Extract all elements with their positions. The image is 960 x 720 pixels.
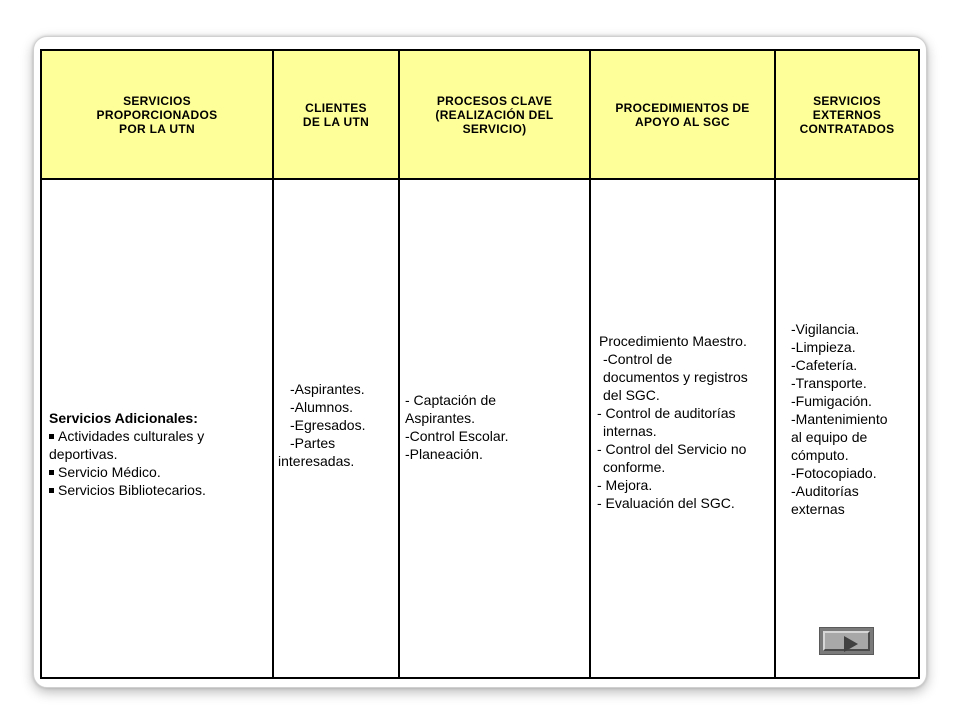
bullet-icon	[49, 470, 54, 475]
list-item: del SGC.	[603, 387, 660, 403]
list-item: -Planeación.	[405, 446, 483, 462]
list-item: cómputo.	[791, 447, 849, 463]
header-servicios-externos	[775, 50, 919, 179]
header-line: POR LA UTN	[119, 121, 195, 136]
list-item: internas.	[603, 423, 657, 439]
list-item-text: Actividades culturales y deportivas.	[49, 428, 205, 462]
list-item: -Transporte.	[791, 375, 867, 391]
bullet-icon	[49, 488, 54, 493]
header-line: PROCEDIMIENTOS DE	[615, 100, 750, 115]
list-item: conforme.	[603, 459, 666, 475]
list-item: -Aspirantes.	[290, 381, 365, 397]
header-clientes	[273, 50, 399, 179]
list-item	[49, 427, 268, 463]
header-row	[41, 50, 919, 179]
list-item: - Evaluación del SGC.	[597, 495, 735, 511]
header-line: PROPORCIONADOS	[96, 107, 218, 122]
list-item: - Control de auditorías	[597, 405, 736, 421]
header-line: PROCESOS CLAVE	[436, 93, 553, 108]
list-item-text: Servicio Médico.	[58, 464, 161, 480]
cell-servicios-proporcionados	[41, 179, 273, 678]
list-item: Procedimiento Maestro.	[599, 333, 747, 349]
header-line: CLIENTES	[305, 100, 367, 115]
list-item: -Alumnos.	[290, 399, 354, 415]
list-item: -Fotocopiado.	[791, 465, 877, 481]
content-row	[41, 179, 919, 678]
header-line: (REALIZACIÓN DEL	[435, 107, 554, 122]
list-item: -Control de	[603, 351, 673, 367]
list-item: - Control del Servicio no	[597, 441, 747, 457]
header-line: DE LA UTN	[302, 114, 370, 129]
bullet-icon	[49, 434, 54, 439]
list-item: -Vigilancia.	[791, 321, 860, 337]
header-line: SERVICIO)	[462, 121, 527, 136]
list-item: -Partes	[290, 435, 336, 451]
cell-procesos-clave	[399, 179, 590, 678]
cell-heading: Servicios Adicionales:	[49, 410, 198, 426]
next-slide-button[interactable]	[819, 627, 874, 655]
list-item: -Egresados.	[290, 417, 366, 433]
cell-procedimientos	[590, 179, 775, 678]
list-item: -Mantenimiento	[791, 411, 888, 427]
cell-clientes	[273, 179, 399, 678]
list-item	[49, 481, 268, 499]
list-item: Aspirantes.	[405, 410, 476, 426]
header-line: APOYO AL SGC	[635, 114, 730, 129]
header-servicios-proporcionados	[41, 50, 273, 179]
list-item: interesadas.	[278, 453, 355, 469]
list-item: externas	[791, 501, 845, 517]
sgc-table	[40, 49, 920, 679]
list-item: al equipo de	[791, 429, 868, 445]
list-item	[49, 463, 268, 481]
list-item: - Captación de	[405, 392, 497, 408]
list-item: -Auditorías	[791, 483, 859, 499]
play-icon	[844, 636, 858, 652]
next-button-face	[823, 631, 870, 651]
header-line: SERVICIOS	[813, 93, 881, 108]
header-procedimientos	[590, 50, 775, 179]
cell-servicios-externos	[775, 179, 919, 678]
list-item: -Limpieza.	[791, 339, 856, 355]
header-procesos-clave	[399, 50, 590, 179]
list-item: -Cafetería.	[791, 357, 858, 373]
header-line: CONTRATADOS	[799, 121, 895, 136]
list-item: -Fumigación.	[791, 393, 872, 409]
list-item-text: Servicios Bibliotecarios.	[58, 482, 206, 498]
header-line: EXTERNOS	[812, 107, 882, 122]
header-line: SERVICIOS	[123, 93, 191, 108]
list-item: documentos y registros	[603, 369, 748, 385]
list-item: -Control Escolar.	[405, 428, 509, 444]
list-item: - Mejora.	[597, 477, 653, 493]
